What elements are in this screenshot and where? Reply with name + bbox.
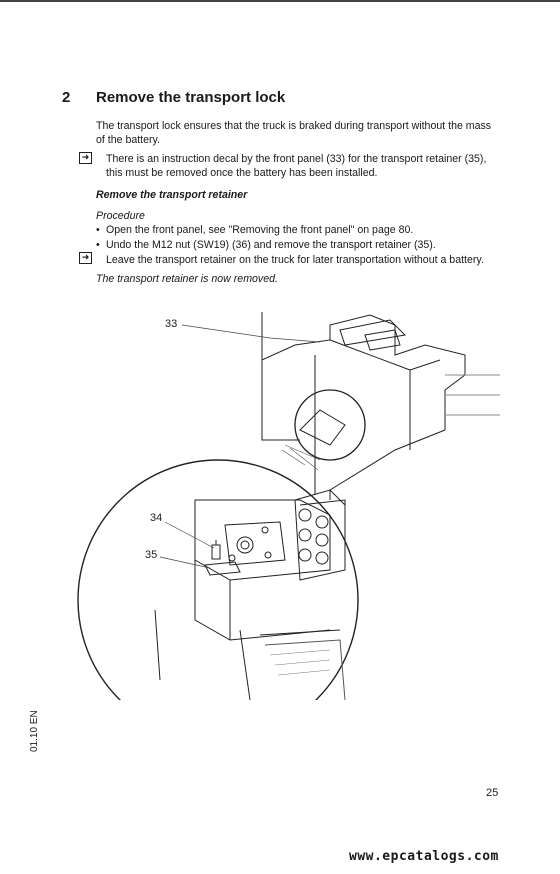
document-revision-code: 01.10 EN <box>29 710 40 752</box>
arrow-right-icon: ➜ <box>79 152 92 164</box>
intro-line-2: of the battery. <box>96 133 160 146</box>
procedure-step-1 <box>96 224 413 238</box>
procedure-label: Procedure <box>96 210 145 222</box>
procedure-step-2-text: Undo the M12 nut (SW19) (36) and remove the transport retainer (35). <box>106 239 436 251</box>
top-rule <box>0 0 560 2</box>
section-title: Remove the transport lock <box>96 89 286 106</box>
page-number: 25 <box>486 787 499 799</box>
watermark-text: www.epcatalogs.com <box>349 849 499 864</box>
subheading: Remove the transport retainer <box>96 189 248 201</box>
bullet-marker: • <box>96 239 100 251</box>
callout-33: 33 <box>165 318 178 330</box>
note-1-line-1: There is an instruction decal by the front panel (33) for the transport retainer (35), <box>106 153 487 165</box>
note-1 <box>106 153 516 180</box>
note-1-line-2: this must be removed once the battery has been installed. <box>106 166 378 179</box>
procedure-step-2 <box>96 239 436 253</box>
callout-35: 35 <box>145 549 158 561</box>
bullet-marker: • <box>96 224 100 236</box>
transport-retainer-illustration <box>0 300 560 700</box>
callout-34: 34 <box>150 512 163 524</box>
intro-paragraph <box>96 120 506 147</box>
note-2: Leave the transport retainer on the truck for later transportation without a battery. <box>106 254 484 266</box>
procedure-step-1-text: Open the front panel, see "Removing the front panel" on page 80. <box>106 224 414 236</box>
arrow-right-icon: ➜ <box>79 252 92 264</box>
intro-line-1: The transport lock ensures that the truck is braked during transport without the mass <box>96 120 492 132</box>
section-number: 2 <box>62 89 71 106</box>
result-text: The transport retainer is now removed. <box>96 273 278 285</box>
